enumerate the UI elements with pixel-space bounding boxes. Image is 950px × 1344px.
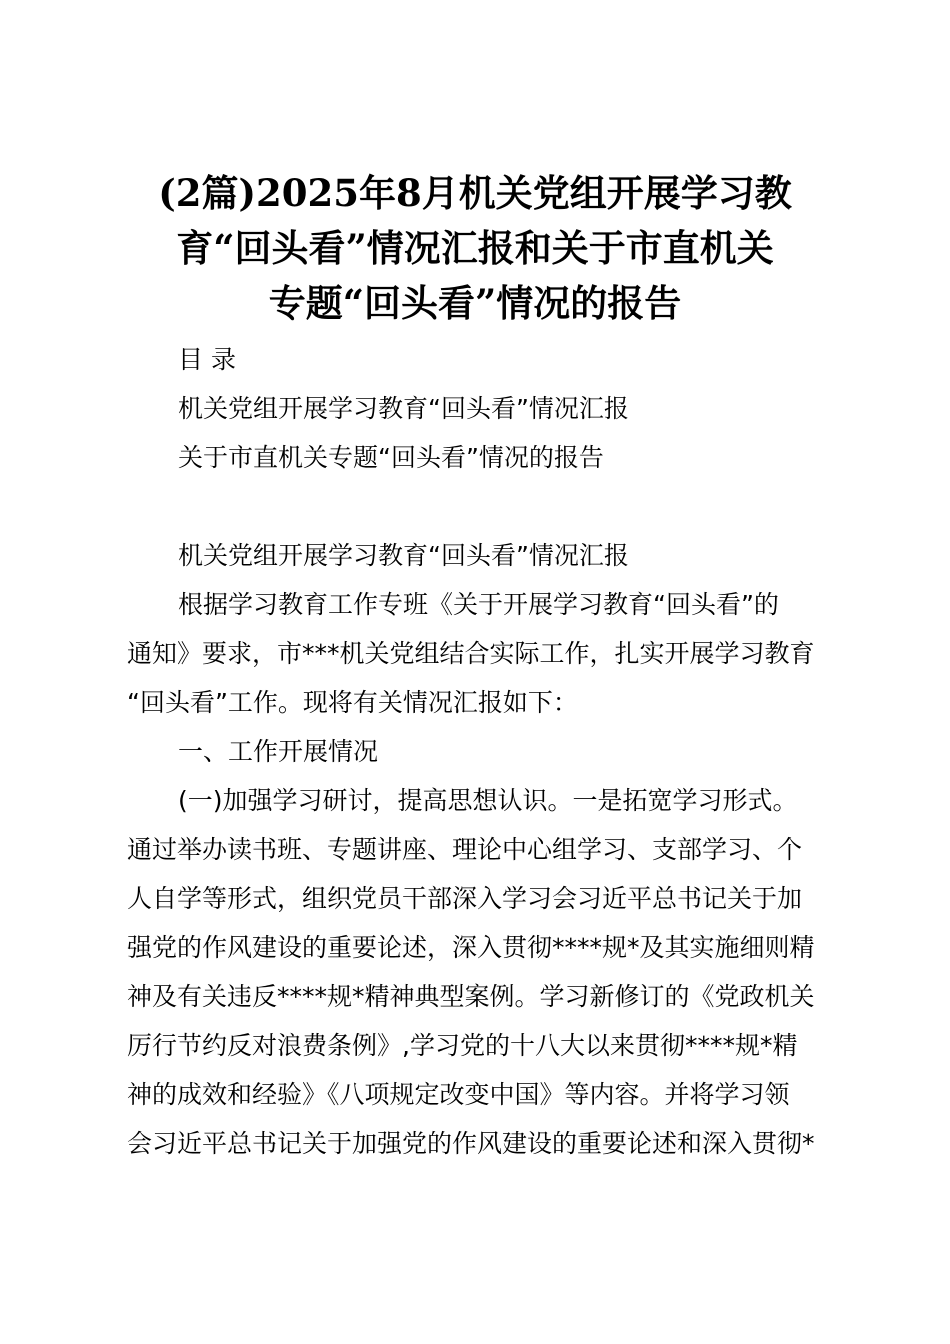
document-body [127,335,827,1168]
paragraph-line: 会习近平总书记关于加强党的作风建设的重要论述和深入贯彻* [127,1129,815,1158]
paragraph-line: 通知》要求，市***机关党组结合实际工作，扎实开展学习教育 [127,639,815,668]
paragraph-line: 神及有关违反****规*精神典型案例。学习新修订的《党政机关 [127,982,815,1011]
paragraph-line: 神的成效和经验》《八项规定改变中国》等内容。并将学习领 [127,1080,790,1109]
blank-line [127,482,827,531]
title-line: (2篇)2025年8月机关党组开展学习教 [158,171,792,215]
title-line: 育“回头看”情况汇报和关于市直机关 [176,226,774,270]
paragraph-line: 根据学习教育工作专班《关于开展学习教育“回头看”的 [178,590,779,619]
title-line: 专题“回头看”情况的报告 [268,281,682,325]
document-title [110,166,840,331]
paragraph-line: 通过举办读书班、专题讲座、理论中心组学习、支部学习、个 [127,835,803,864]
toc-item: 机关党组开展学习教育“回头看”情况汇报 [178,394,629,423]
section-heading: 一、工作开展情况 [178,737,379,766]
toc-item: 关于市直机关专题“回头看”情况的报告 [178,443,604,472]
paragraph-line: 强党的作风建设的重要论述，深入贯彻****规*及其实施细则精 [127,933,815,962]
paragraph-line: (一)加强学习研讨，提高思想认识。一是拓宽学习形式。 [178,786,798,815]
toc-heading: 目 录 [178,345,236,374]
article-heading: 机关党组开展学习教育“回头看”情况汇报 [178,541,629,570]
paragraph-line: “回头看”工作。现将有关情况汇报如下： [127,688,578,717]
paragraph-line: 厉行节约反对浪费条例》,学习党的十八大以来贯彻****规*精 [127,1031,798,1060]
paragraph-line: 人自学等形式，组织党员干部深入学习会习近平总书记关于加 [127,884,803,913]
